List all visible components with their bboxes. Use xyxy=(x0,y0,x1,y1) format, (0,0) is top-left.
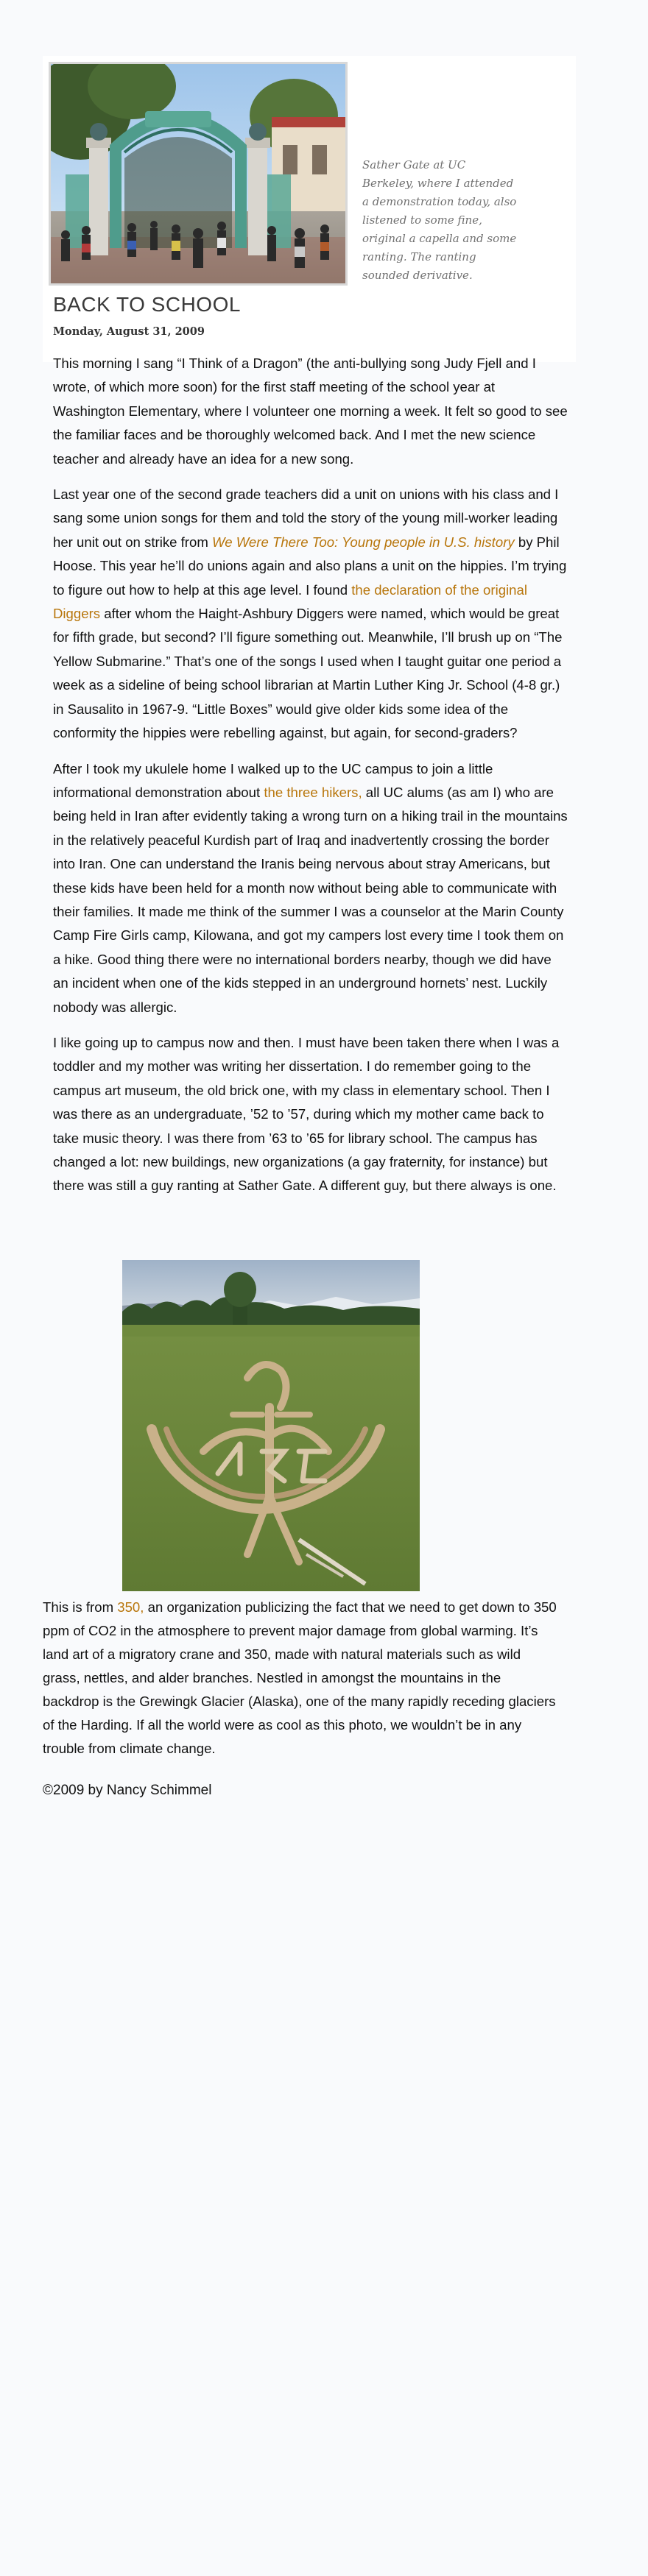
paragraph-3-text-b: all UC alums (as am I) who are being held in Iran after evidently taking a wrong turn on a hiking trail in the mountains in the relatively peaceful Kurdish part of Iraq and inadvertently crossing the border into Iran. One can understand the Iranis being nervous about stray Americans, but these kids have been held for a month now without being able to communicate with their families. It made me think of the summer I was a counselor at the Marin County Camp Fire Girls camp, Kilowana, and got my campers lost every time I took them on a hike. Good thing there were no international borders nearby, though we did have an incident when one of the kids stepped in an underground hornets’ nest. Luckily nobody was allergic. xyxy=(53,784,568,1015)
post-body xyxy=(53,352,568,1210)
copyright-notice: ©2009 by Nancy Schimmel xyxy=(43,1783,212,1798)
diggers-declaration-link[interactable]: the declaration of the original Diggers xyxy=(53,581,527,622)
paragraph-2-text-b: by Phil Hoose. This year he’ll do unions again and also plans a unit on the hippies. I’m trying to figure out how to help at this age level. I found xyxy=(53,534,567,598)
post-date: Monday, August 31, 2009 xyxy=(53,325,205,338)
paragraph-2-text-a: Last year one of the second grade teachers did a unit on unions with his class and I sang some union songs for them and told the story of the young mill-worker leading her unit out on strike from xyxy=(53,486,559,550)
350-link[interactable]: 350, xyxy=(117,1599,144,1615)
paragraph-2-text-c: after whom the Haight-Ashbury Diggers were named, which would be great for fifth grade, but second? I’ll figure something out. Meanwhile, I’ll brush up on “The Yellow Submarine.” That’s one of the songs I used when I taught guitar one period a week as a sideline of being school librarian at Martin Luther King Jr. School (4-8 gr.) in Sausalito in 1967-9. “Little Boxes” would give older kids some idea of the conformity the hippies were rebelling against, but again, for second-graders? xyxy=(53,606,563,741)
sather-gate-photo xyxy=(49,62,348,286)
paragraph-1: This morning I sang “I Think of a Dragon” (the anti-bullying song Judy Fjell and I wrote, of which more soon) for the first staff meeting of the school year at Washington Elementary, where I volunteer one morning a week. It felt so good to see the familiar faces and be thoroughly welcomed back. And I met the new science teacher and already have an idea for a new song. xyxy=(53,355,568,467)
post-title: BACK TO SCHOOL xyxy=(53,293,241,316)
three-hikers-link[interactable]: the three hikers, xyxy=(264,784,362,800)
photo-caption: Sather Gate at UC Berkeley, where I attended a demonstration today, also listened to some fine, original a capella and some ranting. The ranting sounded derivative. xyxy=(362,158,517,282)
paragraph-3-text-a: After I took my ukulele home I walked up to the UC campus to join a little informational demonstration about xyxy=(53,760,493,800)
paragraph-3 xyxy=(53,757,568,1019)
paragraph-4: I like going up to campus now and then. I must have been taken there when I was a toddler and my mother was writing her dissertation. I do remember going to the campus art museum, the old brick one, with my class in elementary school. Then I was there as an undergraduate, ’52 to ’57, during which my mother came back to take music theory. I was there from ’63 to ’65 for library school. The campus has changed a lot: new buildings, new organizations (a gay fraternity, for instance) but there was still a guy ranting at Sather Gate. A different guy, but there always is one. xyxy=(53,1034,560,1194)
crane-photo-caption xyxy=(43,1596,558,1761)
crane-land-art-photo xyxy=(122,1260,420,1591)
paragraph-2 xyxy=(53,483,568,745)
crane-caption-text-b: an organization publicizing the fact that we need to get down to 350 ppm of CO2 in the atmosphere to prevent major damage from global warming. It’s land art of a migratory crane and 350, made with natural materials such as wild grass, nettles, and alder branches. Nestled in amongst the mountains in the backdrop is the Grewingk Glacier (Alaska), one of the many rapidly receding glaciers of the Harding. If all the world were as cool as this photo, we wouldn’t be in any trouble from climate change. xyxy=(43,1599,557,1756)
crane-caption-text-a: This is from xyxy=(43,1599,118,1615)
we-were-there-too-link[interactable]: We Were There Too: Young people in U.S. history xyxy=(212,534,515,550)
